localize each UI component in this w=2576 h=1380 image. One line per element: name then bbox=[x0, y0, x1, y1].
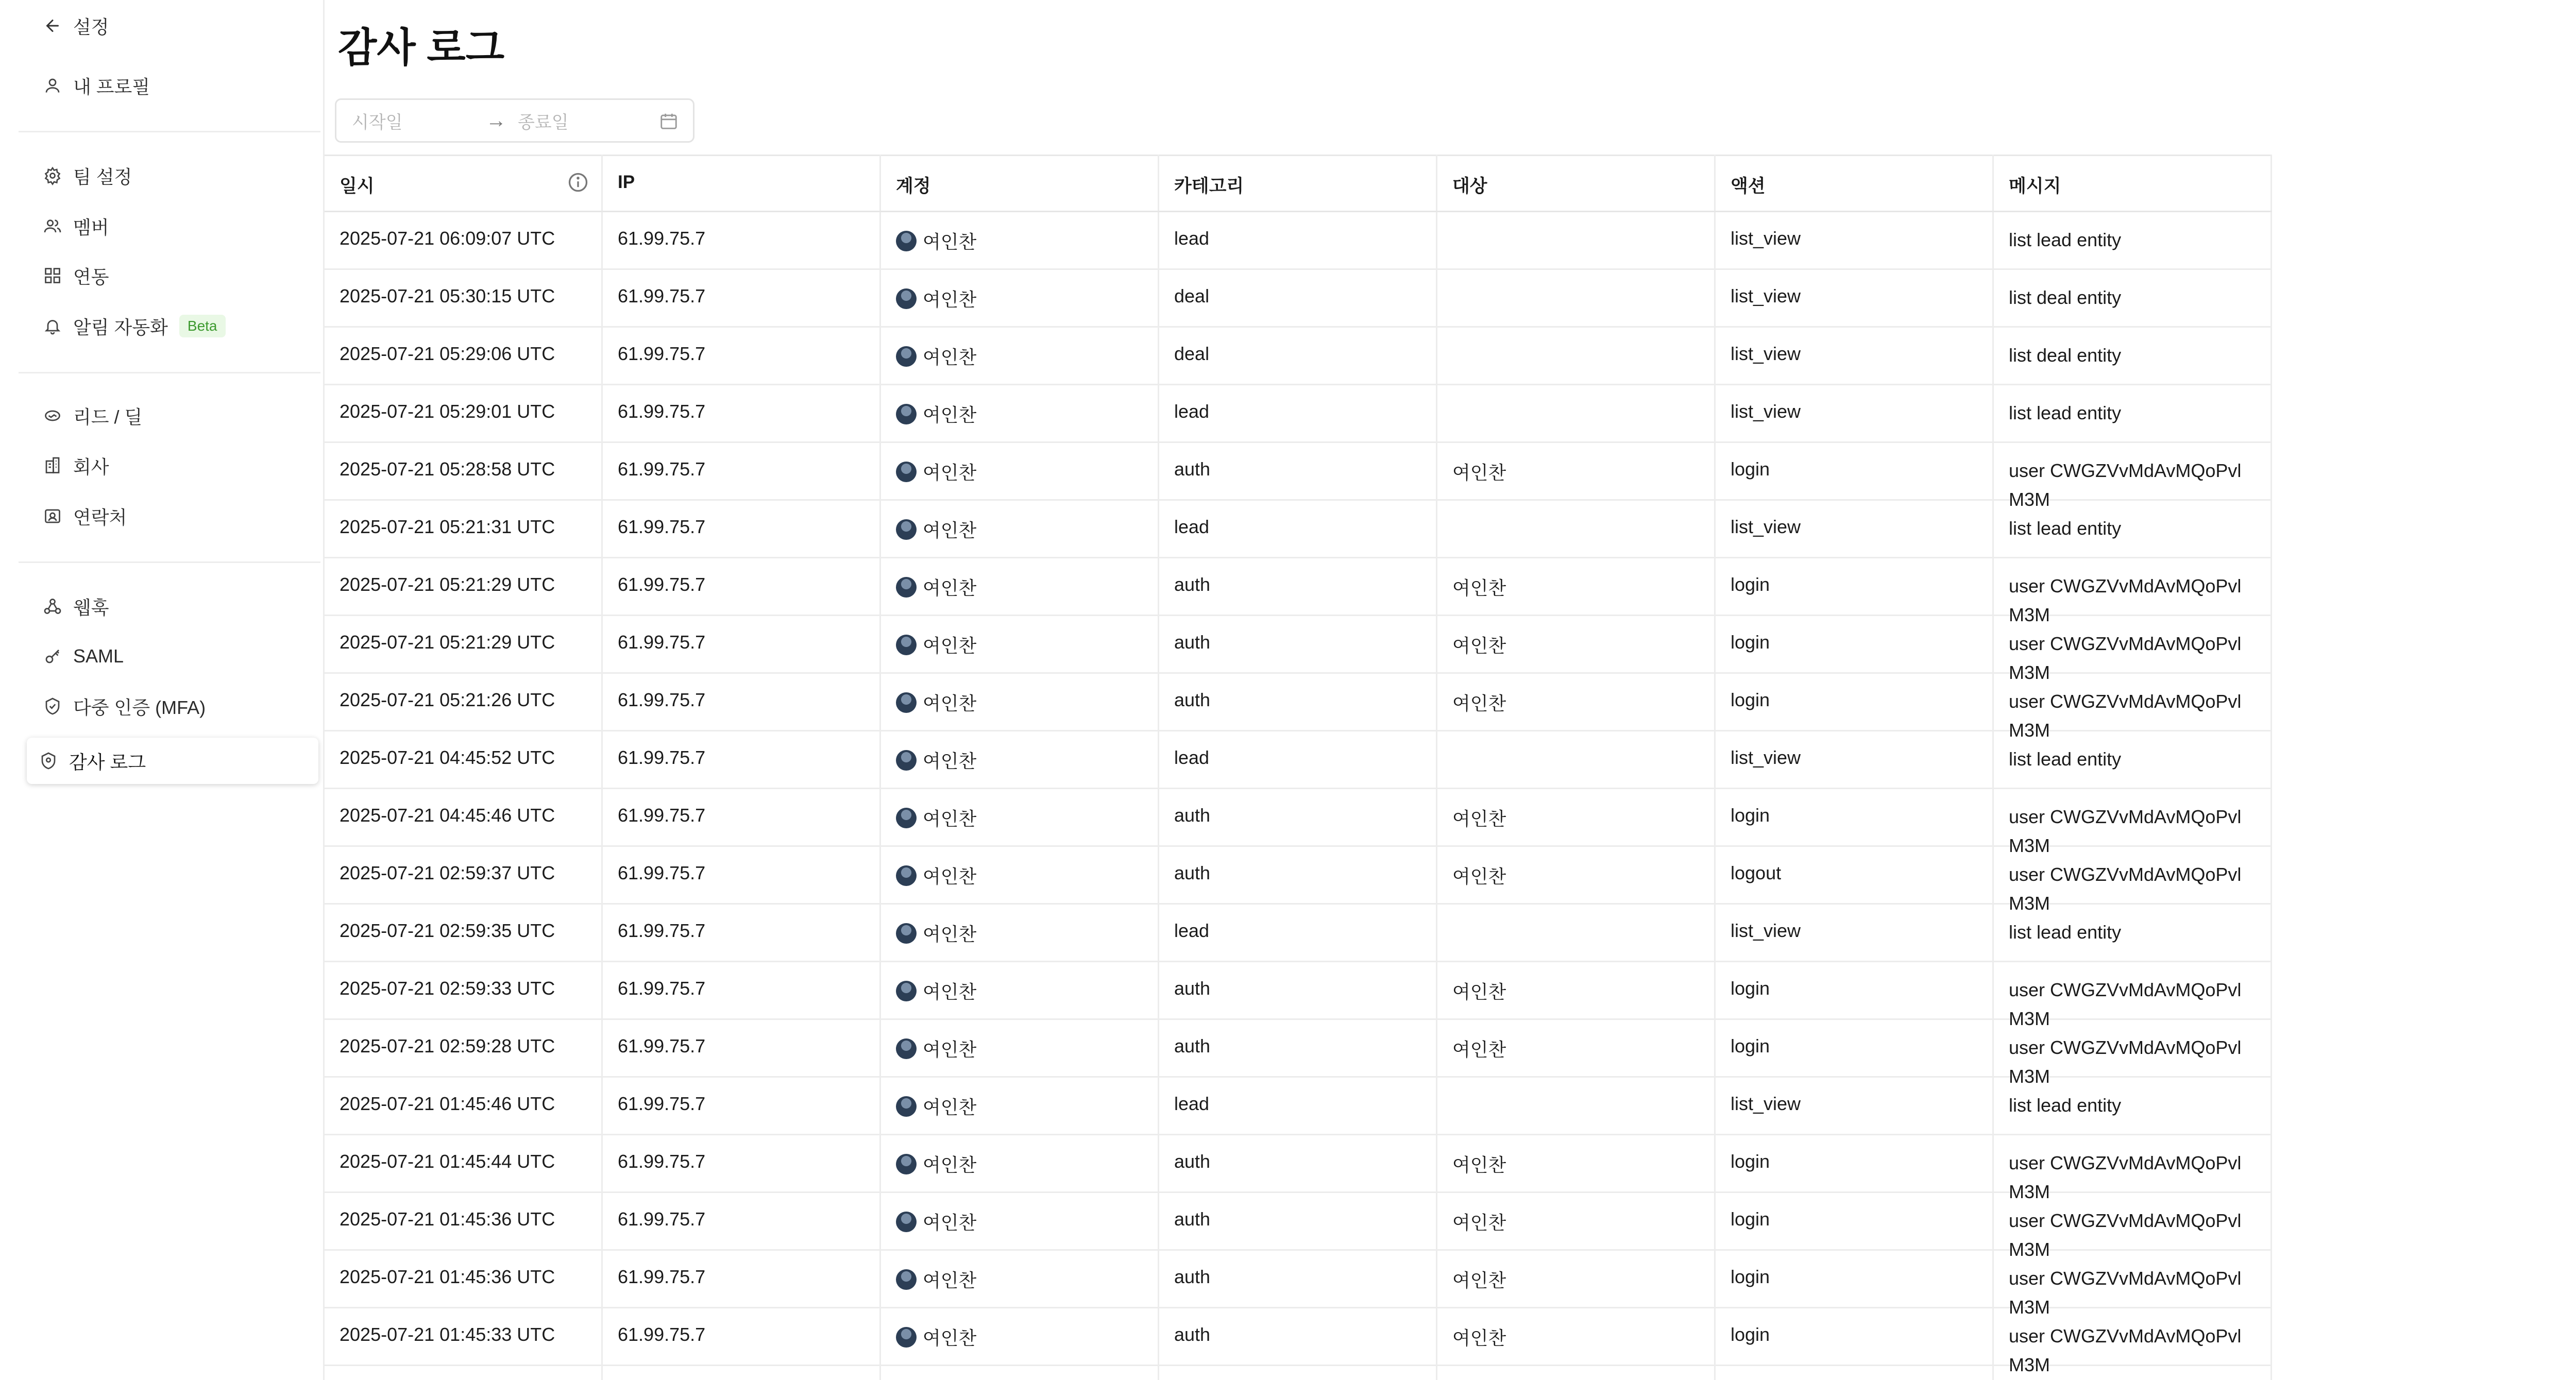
avatar bbox=[896, 231, 917, 251]
cell-message: user CWGZVvMdAvMQoPvlM3M bbox=[2009, 460, 2242, 510]
cell-category: auth bbox=[1174, 632, 1211, 653]
cell-datetime: 2025-07-21 02:59:35 UTC bbox=[340, 920, 555, 941]
account-name: 여인찬 bbox=[923, 1270, 977, 1291]
cell-ip: 61.99.75.7 bbox=[618, 920, 706, 941]
cell-ip: 61.99.75.7 bbox=[618, 747, 706, 768]
cell-target: 여인찬 bbox=[1452, 1327, 1506, 1349]
table-row[interactable] bbox=[325, 212, 2272, 270]
contact-card-icon bbox=[43, 507, 62, 525]
cell-message: list lead entity bbox=[2009, 402, 2122, 423]
table-row[interactable] bbox=[325, 674, 2272, 741]
key-icon bbox=[43, 647, 62, 666]
cell-ip: 61.99.75.7 bbox=[618, 516, 706, 537]
account-name: 여인찬 bbox=[923, 1039, 977, 1060]
divider bbox=[19, 372, 320, 373]
table-row[interactable] bbox=[325, 1020, 2272, 1087]
gear-icon bbox=[43, 166, 62, 185]
table-row[interactable] bbox=[325, 558, 2272, 625]
sidebar-item-label: 내 프로필 bbox=[73, 76, 150, 97]
cell-message: list deal entity bbox=[2009, 287, 2122, 308]
sidebar-item-audit-log[interactable] bbox=[39, 745, 146, 776]
arrow-left-icon bbox=[43, 16, 62, 35]
sidebar-item-leads-deals[interactable] bbox=[43, 400, 142, 431]
account-name: 여인찬 bbox=[923, 404, 977, 425]
account-name: 여인찬 bbox=[923, 924, 977, 945]
cell-message: list deal entity bbox=[2009, 345, 2122, 366]
cell-action: list_view bbox=[1731, 401, 1801, 422]
cell-message: list lead entity bbox=[2009, 229, 2122, 250]
cell-ip: 61.99.75.7 bbox=[618, 285, 706, 306]
cell-action: list_view bbox=[1731, 228, 1801, 249]
cell-account bbox=[896, 805, 976, 831]
start-date-input[interactable]: 시작일 bbox=[352, 112, 403, 132]
cell-category: lead bbox=[1174, 920, 1210, 941]
account-name: 여인찬 bbox=[923, 1327, 977, 1349]
cell-action: list_view bbox=[1731, 1093, 1801, 1114]
cell-action: login bbox=[1731, 458, 1770, 480]
webhook-icon bbox=[43, 597, 62, 616]
back-to-settings[interactable] bbox=[43, 10, 109, 41]
cell-target: 여인찬 bbox=[1452, 808, 1506, 829]
info-icon[interactable] bbox=[567, 171, 589, 194]
cell-account bbox=[896, 343, 976, 369]
cell-action: login bbox=[1731, 632, 1770, 653]
cell-target: 여인찬 bbox=[1452, 1270, 1506, 1291]
cell-datetime: 2025-07-21 05:28:58 UTC bbox=[340, 458, 555, 480]
table-row[interactable] bbox=[325, 847, 2272, 914]
cell-target: 여인찬 bbox=[1452, 981, 1506, 1002]
cell-ip: 61.99.75.7 bbox=[618, 1035, 706, 1057]
sidebar-item-label: 리드 / 딜 bbox=[73, 406, 143, 428]
cell-category: lead bbox=[1174, 401, 1210, 422]
cell-action: list_view bbox=[1731, 343, 1801, 364]
cell-category: auth bbox=[1174, 458, 1211, 480]
table-row[interactable] bbox=[325, 616, 2272, 683]
cell-message: user CWGZVvMdAvMQoPvlM3M bbox=[2009, 1152, 2242, 1202]
cell-account bbox=[896, 1093, 976, 1119]
cell-account bbox=[896, 458, 976, 485]
cell-datetime: 2025-07-21 05:21:26 UTC bbox=[340, 689, 555, 710]
cell-category: auth bbox=[1174, 862, 1211, 883]
cell-ip: 61.99.75.7 bbox=[618, 1266, 706, 1287]
cell-datetime: 2025-07-21 02:59:33 UTC bbox=[340, 978, 555, 999]
table-row[interactable] bbox=[325, 385, 2272, 443]
cell-category: deal bbox=[1174, 343, 1210, 364]
cell-datetime: 2025-07-21 01:45:36 UTC bbox=[340, 1208, 555, 1230]
cell-datetime: 2025-07-21 05:21:31 UTC bbox=[340, 516, 555, 537]
cell-message: user CWGZVvMdAvMQoPvlM3M bbox=[2009, 1268, 2242, 1318]
avatar bbox=[896, 981, 917, 1001]
account-name: 여인찬 bbox=[923, 635, 977, 656]
account-name: 여인찬 bbox=[923, 577, 977, 599]
cell-datetime: 2025-07-21 01:45:44 UTC bbox=[340, 1151, 555, 1172]
cell-target: 여인찬 bbox=[1452, 1212, 1506, 1233]
cell-message: list lead entity bbox=[2009, 748, 2122, 770]
cell-ip: 61.99.75.7 bbox=[618, 978, 706, 999]
cell-category: auth bbox=[1174, 1324, 1211, 1345]
cell-ip: 61.99.75.7 bbox=[618, 458, 706, 480]
header-message[interactable]: 메시지 bbox=[2009, 176, 2061, 196]
cell-account bbox=[896, 747, 976, 773]
cell-datetime: 2025-07-21 05:29:01 UTC bbox=[340, 401, 555, 422]
cell-action: list_view bbox=[1731, 516, 1801, 537]
cell-action: login bbox=[1731, 978, 1770, 999]
sidebar-item-label: 팀 설정 bbox=[73, 166, 132, 188]
avatar bbox=[896, 923, 917, 944]
header-category[interactable]: 카테고리 bbox=[1174, 176, 1244, 196]
cell-action: login bbox=[1731, 574, 1770, 595]
avatar bbox=[896, 1212, 917, 1232]
cell-target: 여인찬 bbox=[1452, 1039, 1506, 1060]
cell-target: 여인찬 bbox=[1452, 577, 1506, 599]
cell-action: list_view bbox=[1731, 920, 1801, 941]
cell-datetime: 2025-07-21 04:45:52 UTC bbox=[340, 747, 555, 768]
cell-action: login bbox=[1731, 689, 1770, 710]
sidebar-item-label: 연동 bbox=[73, 266, 109, 287]
account-name: 여인찬 bbox=[923, 693, 977, 714]
sidebar-item-webhooks[interactable] bbox=[43, 591, 109, 622]
cell-account bbox=[896, 401, 976, 427]
cell-category: auth bbox=[1174, 574, 1211, 595]
header-action[interactable]: 액션 bbox=[1731, 176, 1766, 196]
cell-action: login bbox=[1731, 1324, 1770, 1345]
audit-log-table bbox=[325, 155, 2576, 1380]
cell-datetime: 2025-07-21 02:59:28 UTC bbox=[340, 1035, 555, 1057]
sidebar bbox=[0, 0, 325, 1380]
sidebar-item-saml[interactable] bbox=[43, 641, 124, 672]
cell-ip: 61.99.75.7 bbox=[618, 689, 706, 710]
sidebar-item-profile[interactable] bbox=[43, 70, 150, 101]
account-name: 여인찬 bbox=[923, 462, 977, 483]
cell-action: login bbox=[1731, 1208, 1770, 1230]
cell-category: auth bbox=[1174, 805, 1211, 826]
account-name: 여인찬 bbox=[923, 751, 977, 772]
account-name: 여인찬 bbox=[923, 231, 977, 252]
avatar bbox=[896, 1096, 917, 1117]
cell-message: user CWGZVvMdAvMQoPvlM3M bbox=[2009, 864, 2242, 914]
cell-category: lead bbox=[1174, 747, 1210, 768]
cell-account bbox=[896, 1208, 976, 1235]
cell-datetime: 2025-07-21 05:29:06 UTC bbox=[340, 343, 555, 364]
shield-icon bbox=[39, 752, 58, 770]
cell-message: user CWGZVvMdAvMQoPvlM3M bbox=[2009, 1210, 2242, 1260]
cell-category: auth bbox=[1174, 1035, 1211, 1057]
cell-datetime: 2025-07-21 04:45:46 UTC bbox=[340, 805, 555, 826]
sidebar-item-label: 멤버 bbox=[73, 216, 109, 238]
cell-message: user CWGZVvMdAvMQoPvlM3M bbox=[2009, 979, 2242, 1029]
cell-message: user CWGZVvMdAvMQoPvlM3M bbox=[2009, 633, 2242, 683]
cell-account bbox=[896, 285, 976, 312]
sidebar-item-mfa[interactable] bbox=[43, 691, 206, 722]
table-row[interactable] bbox=[325, 1193, 2272, 1260]
table-row[interactable] bbox=[325, 789, 2272, 856]
account-name: 여인찬 bbox=[923, 866, 977, 887]
bell-icon bbox=[43, 317, 62, 335]
table-row[interactable] bbox=[325, 501, 2272, 558]
date-range-picker[interactable] bbox=[335, 98, 694, 143]
back-label: 설정 bbox=[73, 16, 109, 38]
table-row[interactable] bbox=[325, 962, 2272, 1029]
avatar bbox=[896, 404, 917, 424]
grid-icon bbox=[43, 266, 62, 285]
account-name: 여인찬 bbox=[923, 520, 977, 541]
account-name: 여인찬 bbox=[923, 347, 977, 368]
cell-target: 여인찬 bbox=[1452, 462, 1506, 483]
cell-target: 여인찬 bbox=[1452, 866, 1506, 887]
cell-ip: 61.99.75.7 bbox=[618, 632, 706, 653]
avatar bbox=[896, 1038, 917, 1059]
account-name: 여인찬 bbox=[923, 289, 977, 310]
avatar bbox=[896, 519, 917, 540]
avatar bbox=[896, 1269, 917, 1290]
cell-message: user CWGZVvMdAvMQoPvlM3M bbox=[2009, 691, 2242, 741]
sidebar-item-label: 감사 로그 bbox=[69, 751, 146, 773]
table-row[interactable] bbox=[325, 731, 2272, 789]
shield-check-icon bbox=[43, 697, 62, 715]
users-icon bbox=[43, 217, 62, 235]
cell-target: 여인찬 bbox=[1452, 635, 1506, 656]
sidebar-item-notification-automation[interactable] bbox=[43, 311, 226, 342]
divider bbox=[19, 561, 320, 563]
cell-account bbox=[896, 228, 976, 254]
cell-datetime: 2025-07-21 02:59:37 UTC bbox=[340, 862, 555, 883]
cell-message: list lead entity bbox=[2009, 518, 2122, 539]
table-header bbox=[325, 155, 2272, 212]
avatar bbox=[896, 288, 917, 309]
calendar-icon[interactable] bbox=[659, 111, 679, 131]
cell-account bbox=[896, 978, 976, 1004]
table-row[interactable] bbox=[325, 443, 2272, 510]
cell-ip: 61.99.75.7 bbox=[618, 1208, 706, 1230]
sidebar-item-label: 회사 bbox=[73, 456, 109, 478]
user-icon bbox=[43, 76, 62, 95]
avatar bbox=[896, 1327, 917, 1348]
cell-target: 여인찬 bbox=[1452, 1154, 1506, 1175]
sidebar-item-integrations[interactable] bbox=[43, 260, 109, 291]
cell-category: auth bbox=[1174, 1151, 1211, 1172]
cell-account bbox=[896, 574, 976, 600]
cell-account bbox=[896, 1266, 976, 1292]
cell-datetime: 2025-07-21 05:21:29 UTC bbox=[340, 574, 555, 595]
avatar bbox=[896, 635, 917, 655]
cell-message: user CWGZVvMdAvMQoPvlM3M bbox=[2009, 806, 2242, 856]
cell-ip: 61.99.75.7 bbox=[618, 1151, 706, 1172]
cell-category: lead bbox=[1174, 516, 1210, 537]
avatar bbox=[896, 865, 917, 886]
header-target[interactable]: 대상 bbox=[1452, 176, 1487, 196]
cell-category: auth bbox=[1174, 689, 1211, 710]
cell-action: list_view bbox=[1731, 747, 1801, 768]
arrow-right-icon: → bbox=[486, 109, 506, 132]
cell-category: auth bbox=[1174, 1208, 1211, 1230]
cell-message: user CWGZVvMdAvMQoPvlM3M bbox=[2009, 1037, 2242, 1087]
cell-category: lead bbox=[1174, 1093, 1210, 1114]
cell-message: user CWGZVvMdAvMQoPvlM3M bbox=[2009, 1325, 2242, 1375]
cell-category: deal bbox=[1174, 285, 1210, 306]
cell-ip: 61.99.75.7 bbox=[618, 228, 706, 249]
cell-category: lead bbox=[1174, 228, 1210, 249]
cell-message: list lead entity bbox=[2009, 1095, 2122, 1116]
cell-account bbox=[896, 920, 976, 946]
page-title: 감사 로그 bbox=[338, 25, 505, 70]
cell-account bbox=[896, 632, 976, 658]
avatar bbox=[896, 1154, 917, 1174]
cell-ip: 61.99.75.7 bbox=[618, 343, 706, 364]
handshake-icon bbox=[43, 406, 62, 425]
cell-ip: 61.99.75.7 bbox=[618, 401, 706, 422]
table-row[interactable] bbox=[325, 1078, 2272, 1135]
cell-ip: 61.99.75.7 bbox=[618, 1093, 706, 1114]
cell-account bbox=[896, 689, 976, 715]
avatar bbox=[896, 692, 917, 713]
cell-account bbox=[896, 1035, 976, 1062]
cell-action: login bbox=[1731, 805, 1770, 826]
sidebar-item-members[interactable] bbox=[43, 211, 109, 242]
cell-target: 여인찬 bbox=[1452, 693, 1506, 714]
avatar bbox=[896, 462, 917, 482]
divider bbox=[19, 131, 320, 132]
table-row[interactable] bbox=[325, 270, 2272, 328]
sidebar-item-team-settings[interactable] bbox=[43, 160, 132, 191]
account-name: 여인찬 bbox=[923, 808, 977, 829]
table-row[interactable] bbox=[325, 1308, 2272, 1375]
table-row[interactable] bbox=[325, 1251, 2272, 1318]
cell-datetime: 2025-07-21 05:21:29 UTC bbox=[340, 632, 555, 653]
cell-action: login bbox=[1731, 1266, 1770, 1287]
cell-account bbox=[896, 1324, 976, 1350]
cell-datetime: 2025-07-21 01:45:33 UTC bbox=[340, 1324, 555, 1345]
cell-category: auth bbox=[1174, 978, 1211, 999]
account-name: 여인찬 bbox=[923, 1212, 977, 1233]
cell-ip: 61.99.75.7 bbox=[618, 862, 706, 883]
sidebar-item-label: 다중 인증 (MFA) bbox=[73, 696, 206, 718]
cell-datetime: 2025-07-21 01:45:36 UTC bbox=[340, 1266, 555, 1287]
sidebar-item-label: SAML bbox=[73, 645, 124, 667]
building-icon bbox=[43, 456, 62, 475]
sidebar-item-contacts[interactable] bbox=[43, 501, 127, 532]
cell-ip: 61.99.75.7 bbox=[618, 805, 706, 826]
account-name: 여인찬 bbox=[923, 1154, 977, 1175]
cell-category: auth bbox=[1174, 1266, 1211, 1287]
cell-account bbox=[896, 516, 976, 542]
account-name: 여인찬 bbox=[923, 1097, 977, 1118]
cell-ip: 61.99.75.7 bbox=[618, 574, 706, 595]
table-row[interactable] bbox=[325, 1135, 2272, 1202]
cell-datetime: 2025-07-21 06:09:07 UTC bbox=[340, 228, 555, 249]
sidebar-item-companies[interactable] bbox=[43, 450, 109, 481]
cell-datetime: 2025-07-21 01:45:46 UTC bbox=[340, 1093, 555, 1114]
sidebar-item-label: 연락처 bbox=[73, 506, 127, 528]
cell-ip: 61.99.75.7 bbox=[618, 1324, 706, 1345]
cell-action: login bbox=[1731, 1035, 1770, 1057]
cell-action: login bbox=[1731, 1151, 1770, 1172]
table-row[interactable] bbox=[325, 905, 2272, 962]
account-name: 여인찬 bbox=[923, 981, 977, 1002]
header-ip[interactable]: IP bbox=[618, 172, 635, 192]
cell-message: user CWGZVvMdAvMQoPvlM3M bbox=[2009, 575, 2242, 625]
sidebar-item-label: 알림 자동화 bbox=[73, 316, 168, 338]
cell-datetime: 2025-07-21 05:30:15 UTC bbox=[340, 285, 555, 306]
header-account[interactable]: 계정 bbox=[896, 176, 931, 196]
cell-action: logout bbox=[1731, 862, 1782, 883]
avatar bbox=[896, 577, 917, 598]
avatar bbox=[896, 750, 917, 771]
table-row[interactable] bbox=[325, 328, 2272, 385]
end-date-input[interactable]: 종료일 bbox=[518, 112, 569, 132]
cell-action: list_view bbox=[1731, 285, 1801, 306]
cell-account bbox=[896, 862, 976, 889]
header-datetime[interactable]: 일시 bbox=[340, 176, 375, 196]
cell-account bbox=[896, 1151, 976, 1177]
avatar bbox=[896, 808, 917, 828]
cell-message: list lead entity bbox=[2009, 922, 2122, 943]
sidebar-item-label: 웹훅 bbox=[73, 597, 109, 618]
avatar bbox=[896, 346, 917, 367]
beta-badge: Beta bbox=[179, 315, 226, 337]
